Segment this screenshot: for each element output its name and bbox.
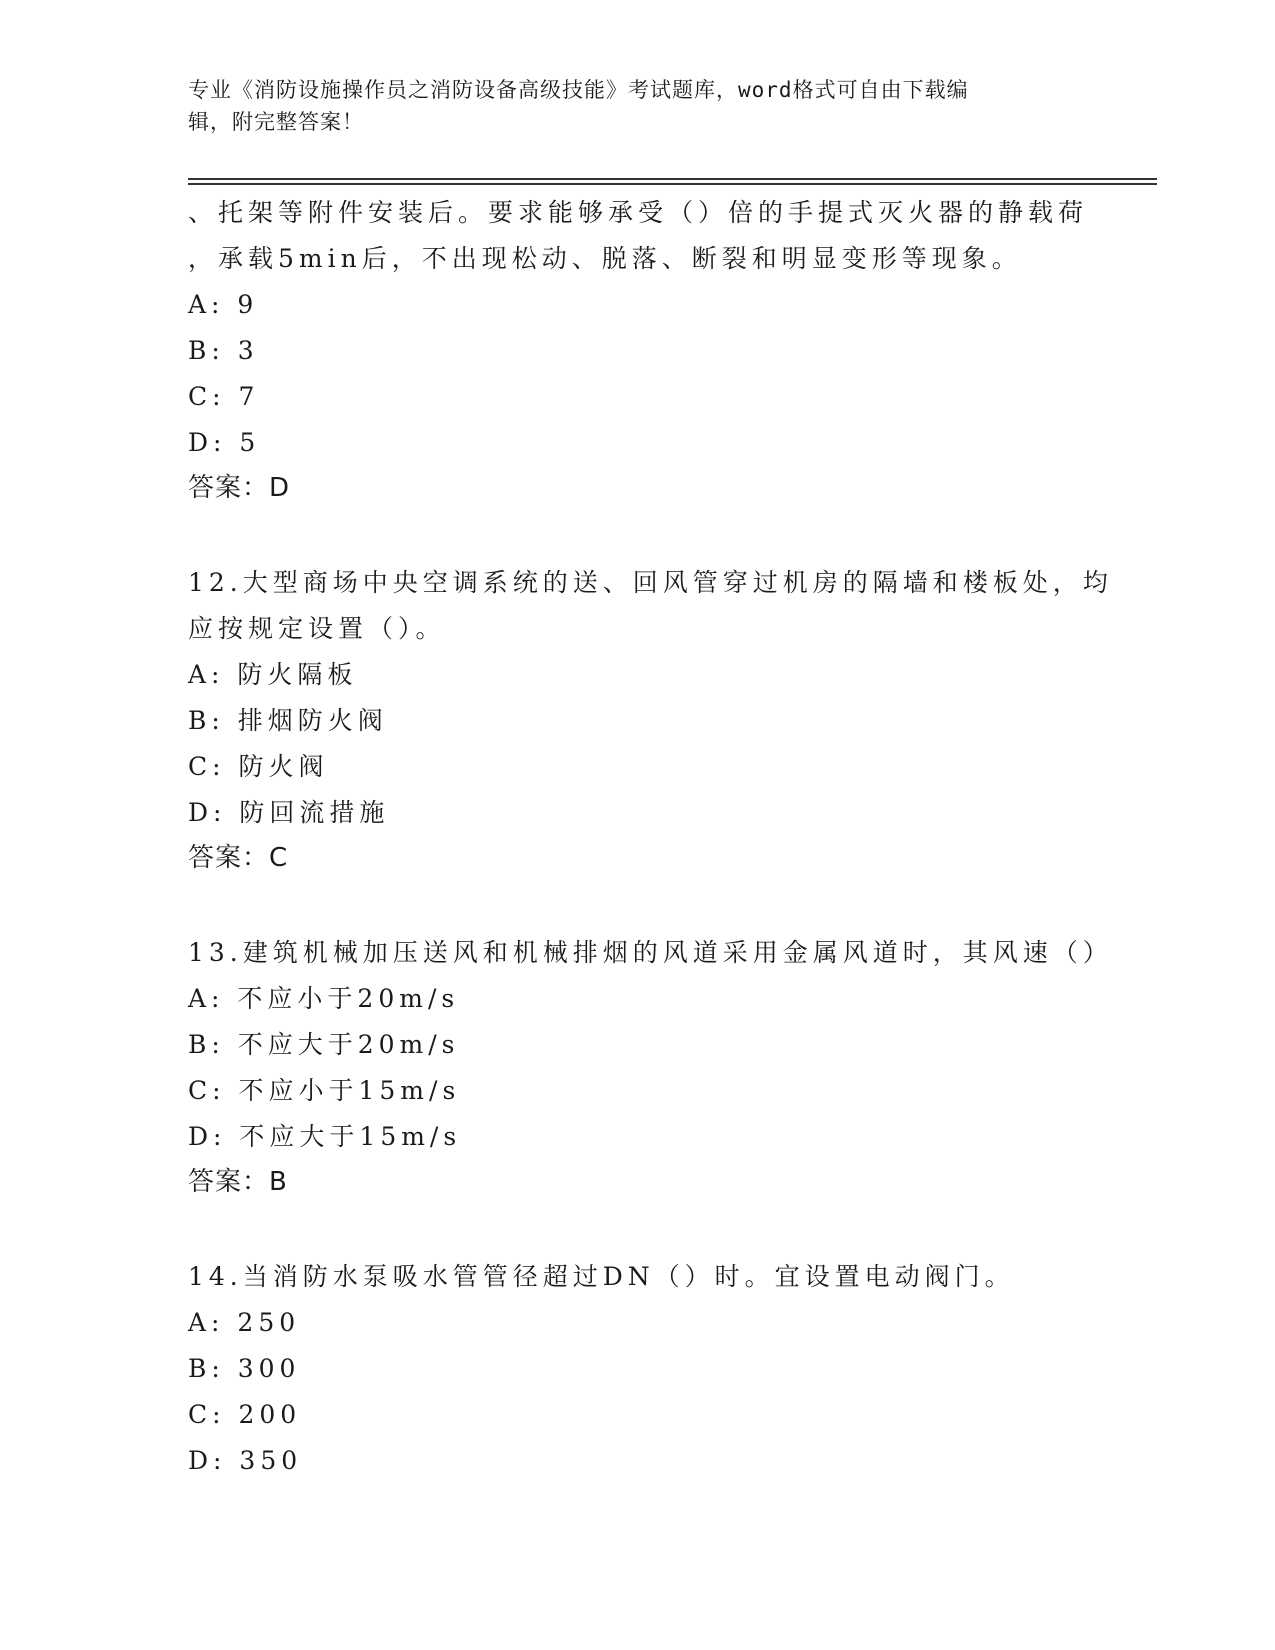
answer-text: 答案：B	[188, 1167, 288, 1197]
question-block	[188, 930, 1113, 1204]
option-b: B: 300	[188, 1354, 301, 1383]
option-c: C: 防火阀	[188, 752, 329, 781]
option-b: B: 排烟防火阀	[188, 706, 388, 735]
header-divider-top	[188, 178, 1157, 180]
answer-text: 答案：C	[188, 843, 289, 873]
header-divider-bottom	[188, 183, 1157, 185]
header-line-2: 辑，附完整答案！	[188, 110, 364, 134]
question-text: ，承载5min后，不出现松动、脱落、断裂和明显变形等现象。	[188, 244, 1022, 273]
option-c: C: 200	[188, 1400, 302, 1429]
question-text: 13.建筑机械加压送风和机械排烟的风道采用金属风道时，其风速（）	[188, 938, 1113, 967]
question-text: 应按规定设置（）。	[188, 614, 446, 643]
answer-text: 答案：D	[188, 473, 291, 503]
question-text: 、托架等附件安装后。要求能够承受（）倍的手提式灭火器的静载荷	[188, 198, 1089, 227]
question-block	[188, 1254, 1088, 1484]
option-a: A: 250	[188, 1308, 301, 1337]
header-line-1: 专业《消防设施操作员之消防设备高级技能》考试题库，word格式可自由下载编	[188, 78, 969, 102]
option-d: D: 5	[188, 428, 261, 457]
option-a: A: 不应小于20m/s	[188, 984, 460, 1013]
question-list	[188, 190, 1113, 1484]
document-header	[188, 74, 1088, 138]
question-spacer	[188, 880, 1088, 930]
option-a: A: 9	[188, 290, 259, 319]
question-block	[188, 560, 1113, 880]
question-spacer	[188, 510, 1088, 560]
option-c: C: 7	[188, 382, 260, 411]
question-text: 12.大型商场中央空调系统的送、回风管穿过机房的隔墙和楼板处，均	[188, 568, 1113, 597]
option-d: D: 不应大于15m/s	[188, 1122, 462, 1151]
option-b: B: 不应大于20m/s	[188, 1030, 460, 1059]
question-spacer	[188, 1204, 1088, 1254]
option-a: A: 防火隔板	[188, 660, 358, 689]
option-c: C: 不应小于15m/s	[188, 1076, 461, 1105]
option-b: B: 3	[188, 336, 259, 365]
question-text: 14.当消防水泵吸水管管径超过DN（）时。宜设置电动阀门。	[188, 1262, 1015, 1291]
option-d: D: 防回流措施	[188, 798, 390, 827]
question-block	[188, 190, 1088, 510]
option-d: D: 350	[188, 1446, 303, 1475]
